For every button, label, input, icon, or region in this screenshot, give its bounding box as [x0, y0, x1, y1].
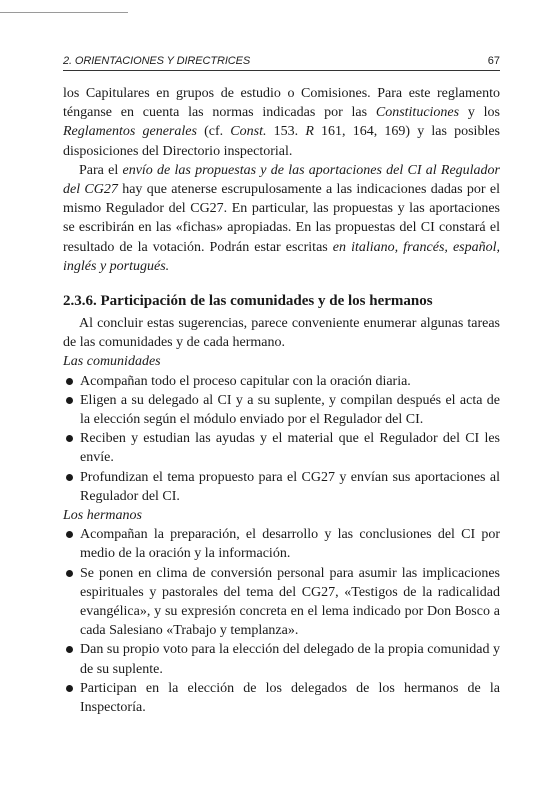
- list-item: [63, 640, 500, 678]
- top-edge-rule: [0, 12, 128, 13]
- italic-term: R: [305, 124, 314, 140]
- italic-phrase: envío de las propuestas y de las aportaciones del CI al Regulador del CG27: [63, 162, 500, 198]
- subheading-comunidades: Las comunidades: [63, 354, 161, 370]
- list-item-text: Participan en la elección de los delegados de los hermanos de la Inspectoría.: [80, 680, 500, 716]
- list-item: [63, 525, 500, 563]
- italic-term: Constituciones: [375, 105, 460, 121]
- list-comunidades: [63, 372, 500, 506]
- bullet-icon: [66, 378, 73, 385]
- italic-phrase: en italiano, francés, español, inglés y portugués.: [63, 239, 500, 274]
- text-run: y los: [459, 105, 501, 121]
- italic-term: Const.: [230, 124, 267, 140]
- text-run: (cf.: [196, 124, 231, 140]
- bullet-icon: [66, 570, 73, 577]
- list-item-text: Se ponen en clima de conversión personal para asumir las implicaciones espirituales y pastorales del tema del CG27, «Testigos de la radicalidad evangélica», y su expresión concreta en el lema indicado por Don Bosco a cada Salesiano «Trabajo y templanza».: [80, 565, 500, 639]
- bullet-icon: [66, 435, 73, 442]
- bullet-icon: [66, 474, 73, 481]
- list-item: [63, 468, 500, 506]
- paragraph-envio: [63, 161, 500, 276]
- paragraph-continuation: [63, 84, 500, 161]
- list-hermanos: [63, 525, 500, 717]
- text-run: hay que atenerse escrupulosamente a las indicaciones dadas por el mismo Regulador del CG27. En particular, las propuestas y las aportaciones se escribirán en las «fichas» apropiadas. En las propuestas del CI constará el resultado de la votación. Podrán estar escritas: [63, 182, 500, 255]
- subheading-hermanos: Los hermanos: [63, 508, 142, 524]
- italic-term: Reglamentos generales: [63, 124, 197, 140]
- list-item-text: Eligen a su delegado al CI y a su suplente, y compilan después el acta de la elección según el módulo enviado por el Regulador del CI.: [80, 392, 500, 428]
- list-item: [63, 679, 500, 717]
- text-run: 153.: [266, 124, 306, 140]
- list-item-text: Reciben y estudian las ayudas y el material que el Regulador del CI les envíe.: [80, 431, 500, 466]
- text-run: Para el: [79, 162, 123, 178]
- running-header-title: 2. ORIENTACIONES Y DIRECTRICES: [63, 55, 251, 67]
- section-intro: Al concluir estas sugerencias, parece conveniente enumerar algunas tareas de las comunidades y de cada hermano.: [63, 316, 500, 351]
- list-item-text: Profundizan el tema propuesto para el CG27 y envían sus aportaciones al Regulador del CI.: [80, 469, 500, 504]
- list-item: [63, 372, 500, 391]
- header-rule: [63, 70, 500, 71]
- bullet-icon: [66, 531, 73, 538]
- list-item-text: Acompañan la preparación, el desarrollo y las conclusiones del CI por medio de la oración y la información.: [80, 527, 500, 562]
- bullet-icon: [66, 685, 73, 692]
- text-run: los Capitulares en grupos de estudio o Comisiones. Para este reglamento ténganse en cuenta las normas indicadas por las: [63, 86, 500, 121]
- list-item-text: Acompañan todo el proceso capitular con la oración diaria.: [80, 373, 411, 389]
- page-body: [63, 84, 500, 717]
- list-item: [63, 429, 500, 467]
- list-item: [63, 391, 500, 429]
- bullet-icon: [66, 397, 73, 404]
- list-item-text: Dan su propio voto para la elección del delegado de la propia comunidad y de su suplente.: [80, 642, 500, 677]
- text-run: 161, 164, 169) y las posibles disposiciones del Directorio inspectorial.: [63, 124, 500, 159]
- section-heading: 2.3.6. Participación de las comunidades y de los hermanos: [63, 293, 433, 310]
- list-item: [63, 564, 500, 641]
- page-number: 67: [487, 55, 500, 67]
- bullet-icon: [66, 646, 73, 653]
